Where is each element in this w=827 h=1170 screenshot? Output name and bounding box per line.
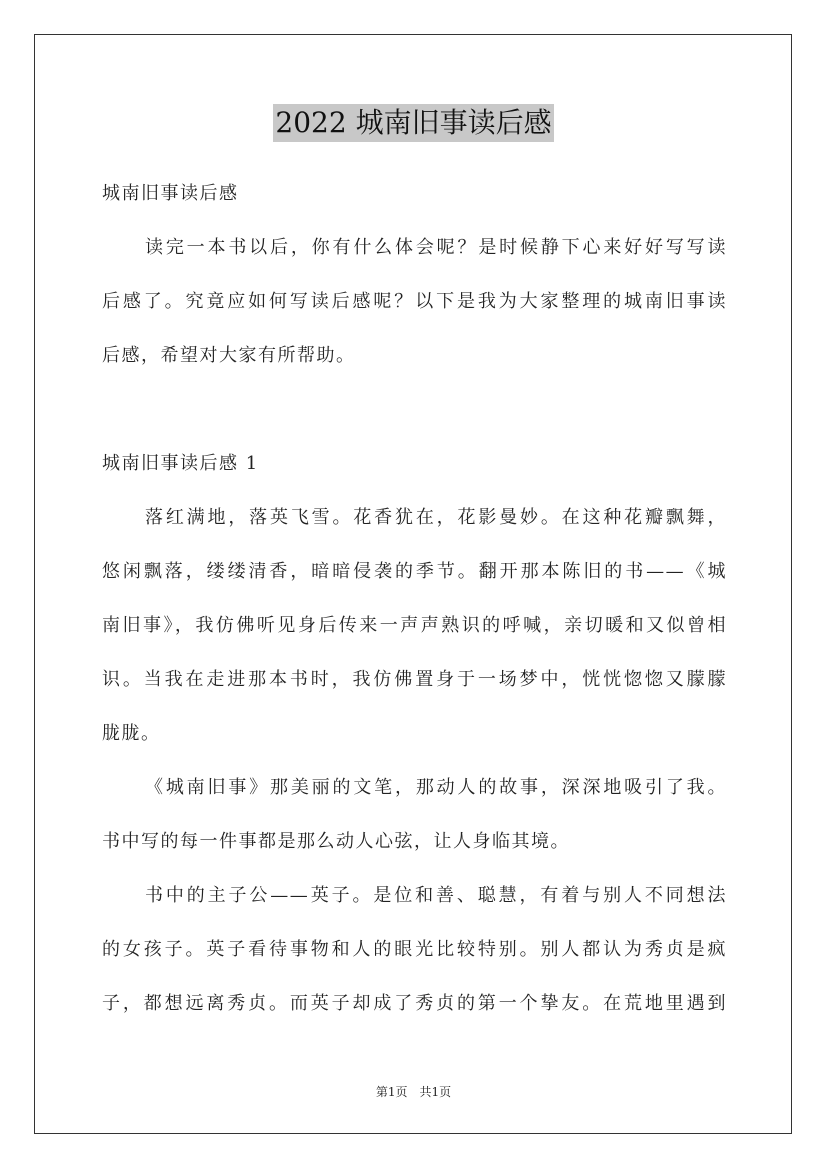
section-title: 城南旧事读后感 1 — [102, 453, 259, 474]
paragraph-line: 胧胧。 — [102, 723, 161, 744]
paragraph-line: 书中的主子公——英子。是位和善、聪慧，有着与别人不同想法 — [145, 885, 727, 906]
intro-line: 后感了。究竟应如何写读后感呢？以下是我为大家整理的城南旧事读 — [102, 291, 727, 312]
paragraph-line: 子，都想远离秀贞。而英子却成了秀贞的第一个挚友。在荒地里遇到 — [102, 993, 727, 1014]
paragraph-line: 的女孩子。英子看待事物和人的眼光比较特别。别人都认为秀贞是疯 — [102, 939, 727, 960]
document-title-text: 2022 城南旧事读后感 — [273, 104, 553, 142]
paragraph-line: 悠闲飘落，缕缕清香，暗暗侵袭的季节。翻开那本陈旧的书——《城 — [102, 561, 727, 582]
paragraph-line: 《城南旧事》那美丽的文笔，那动人的故事，深深地吸引了我。 — [145, 777, 727, 798]
page-footer — [0, 1084, 827, 1100]
document-heading: 城南旧事读后感 — [102, 183, 239, 204]
intro-line: 读完一本书以后，你有什么体会呢？是时候静下心来好好写写读 — [145, 237, 727, 258]
intro-line: 后感，希望对大家有所帮助。 — [102, 345, 356, 366]
paragraph-line: 南旧事》，我仿佛听见身后传来一声声熟识的呼喊，亲切暖和又似曾相 — [102, 615, 727, 636]
paragraph-line: 识。当我在走进那本书时，我仿佛置身于一场梦中，恍恍惚惚又朦朦 — [102, 669, 727, 690]
page-number: 第1页 共1页 — [375, 1085, 452, 1099]
document-title — [0, 104, 827, 142]
paragraph-line: 落红满地，落英飞雪。花香犹在，花影曼妙。在这种花瓣飘舞， — [145, 507, 727, 528]
paragraph-line: 书中写的每一件事都是那么动人心弦，让人身临其境。 — [102, 831, 570, 852]
